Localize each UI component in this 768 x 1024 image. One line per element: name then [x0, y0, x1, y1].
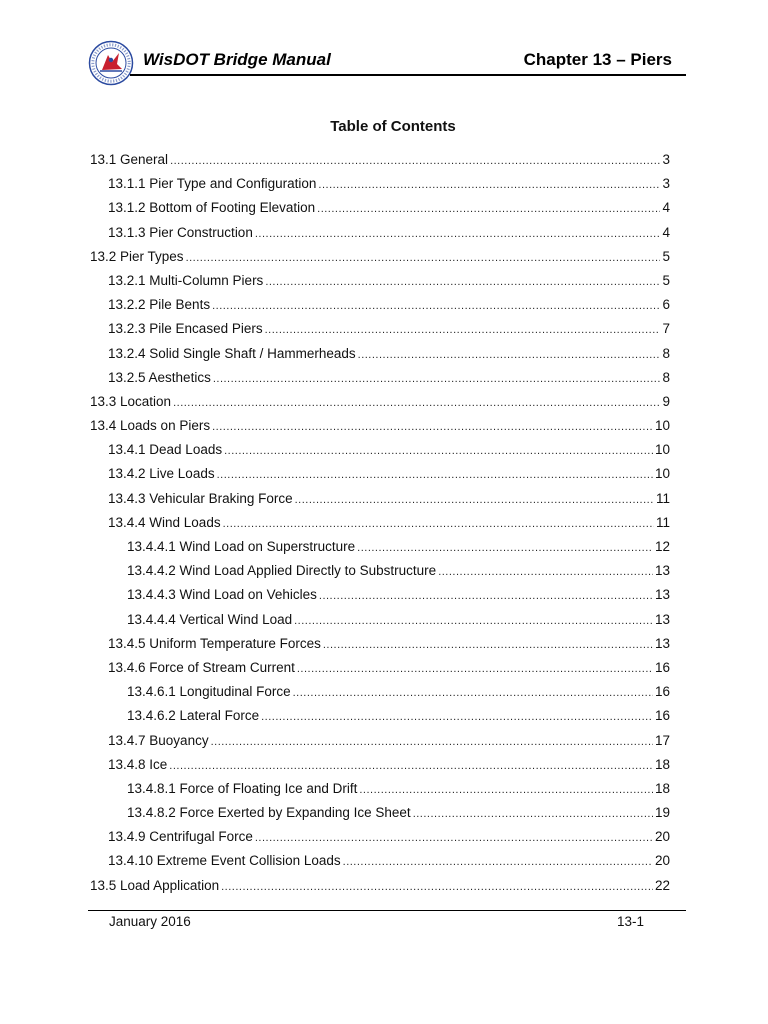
toc-entry-label: 13.4 Loads on Piers: [90, 418, 211, 434]
toc-dot-leader: [255, 826, 653, 850]
toc-dot-leader: [319, 584, 653, 608]
toc-entry-page: 9: [662, 393, 670, 409]
toc-entry[interactable]: [90, 366, 670, 390]
toc-entry-label: 13.4.4.4 Vertical Wind Load: [127, 611, 293, 627]
toc-entry[interactable]: [90, 777, 670, 801]
toc-entry-page: 4: [662, 200, 670, 216]
toc-entry-label: 13.2.5 Aesthetics: [108, 369, 211, 385]
toc-entry-label: 13.4.3 Vehicular Braking Force: [108, 490, 293, 506]
toc-entry[interactable]: [90, 317, 670, 341]
toc-dot-leader: [293, 681, 653, 705]
toc-entry[interactable]: [90, 245, 670, 269]
toc-entry-page: 6: [662, 297, 670, 313]
toc-entry-page: 13: [654, 611, 670, 627]
toc-entry-label: 13.2.2 Pile Bents: [108, 297, 211, 313]
toc-dot-leader: [213, 367, 661, 391]
toc-heading: Table of Contents: [330, 118, 456, 135]
toc-entry-label: 13.2.3 Pile Encased Piers: [108, 321, 263, 337]
toc-entry-page: 5: [662, 248, 670, 264]
toc-dot-leader: [323, 633, 653, 657]
toc-entry-label: 13.1.3 Pier Construction: [108, 224, 253, 240]
toc-entry[interactable]: [90, 583, 670, 607]
toc-dot-leader: [170, 149, 660, 173]
toc-dot-leader: [438, 560, 653, 584]
toc-entry[interactable]: [90, 849, 670, 873]
toc-entry-label: 13.5 Load Application: [90, 877, 220, 893]
toc-entry[interactable]: [90, 293, 670, 317]
footer-divider: [88, 910, 686, 911]
toc-dot-leader: [265, 318, 661, 342]
toc-entry-page: 13: [654, 563, 670, 579]
toc-dot-leader: [221, 875, 653, 899]
toc-entry-page: 7: [662, 321, 670, 337]
toc-entry-page: 3: [662, 176, 670, 192]
toc-dot-leader: [212, 294, 660, 318]
toc-dot-leader: [295, 488, 654, 512]
toc-entry-label: 13.4.10 Extreme Event Collision Loads: [108, 853, 341, 869]
toc-entry-label: 13.4.6.2 Lateral Force: [127, 708, 260, 724]
toc-entry-label: 13.3 Location: [90, 393, 172, 409]
toc-dot-leader: [357, 536, 653, 560]
toc-entry-page: 12: [654, 539, 670, 554]
toc-entry-page: 10: [654, 418, 670, 434]
toc-dot-leader: [212, 415, 653, 439]
toc-entry[interactable]: [90, 390, 670, 414]
toc-entry-page: 8: [662, 369, 670, 385]
toc-entry[interactable]: [90, 704, 670, 728]
wisdot-seal-logo: [88, 40, 134, 86]
toc-dot-leader: [297, 657, 653, 681]
toc-entry[interactable]: [90, 487, 670, 511]
footer-page-number: 13-1: [617, 914, 645, 929]
toc-dot-leader: [343, 850, 653, 874]
toc-entry-page: 18: [654, 780, 670, 796]
toc-dot-leader: [224, 439, 653, 463]
toc-entry-label: 13.4.4.1 Wind Load on Superstructure: [127, 539, 356, 554]
toc-entry[interactable]: [90, 608, 670, 632]
toc-entry-label: 13.4.6.1 Longitudinal Force: [127, 684, 291, 700]
toc-entry[interactable]: [90, 753, 670, 777]
toc-entry[interactable]: [90, 196, 670, 220]
table-of-contents: [90, 148, 670, 898]
toc-entry[interactable]: [90, 632, 670, 656]
toc-dot-leader: [317, 197, 660, 221]
toc-entry-label: 13.1.1 Pier Type and Configuration: [108, 176, 317, 192]
chapter-title: Chapter 13 – Piers: [523, 50, 672, 69]
toc-dot-leader: [211, 730, 653, 754]
toc-dot-leader: [169, 754, 653, 778]
toc-entry[interactable]: [90, 535, 670, 559]
toc-dot-leader: [255, 222, 661, 246]
toc-dot-leader: [173, 391, 660, 415]
toc-entry-page: 8: [662, 345, 670, 361]
toc-entry-page: 5: [662, 272, 670, 288]
toc-entry-label: 13.4.5 Uniform Temperature Forces: [108, 635, 321, 651]
toc-entry-label: 13.2 Pier Types: [90, 248, 184, 264]
toc-entry-page: 16: [654, 708, 670, 724]
header-divider: [130, 74, 686, 76]
toc-entry-page: 17: [654, 732, 670, 748]
toc-entry-label: 13.4.7 Buoyancy: [108, 732, 209, 748]
toc-entry-page: 10: [654, 442, 670, 458]
toc-entry-label: 13.4.4 Wind Loads: [108, 514, 221, 530]
toc-entry-label: 13.4.6 Force of Stream Current: [108, 659, 295, 675]
toc-entry-page: 16: [654, 659, 670, 675]
manual-title: WisDOT Bridge Manual: [143, 50, 331, 69]
footer-date: January 2016: [109, 914, 191, 929]
toc-entry[interactable]: [90, 462, 670, 486]
toc-entry-label: 13.4.8 Ice: [108, 756, 168, 772]
toc-entry-page: 18: [654, 756, 670, 772]
toc-entry[interactable]: [90, 414, 670, 438]
toc-dot-leader: [294, 609, 653, 633]
toc-entry[interactable]: [90, 172, 670, 196]
toc-entry[interactable]: [90, 148, 670, 172]
toc-entry-label: 13.4.4.3 Wind Load on Vehicles: [127, 587, 317, 603]
toc-entry[interactable]: [90, 801, 670, 825]
toc-entry[interactable]: [90, 729, 670, 753]
toc-entry-page: 13: [654, 587, 670, 603]
toc-entry-label: 13.4.2 Live Loads: [108, 466, 215, 482]
toc-entry[interactable]: [90, 874, 670, 898]
toc-entry[interactable]: [90, 680, 670, 704]
toc-entry[interactable]: [90, 342, 670, 366]
toc-entry-label: 13.4.9 Centrifugal Force: [108, 829, 253, 845]
toc-entry-page: 22: [654, 877, 670, 893]
toc-entry-page: 16: [654, 684, 670, 700]
toc-entry[interactable]: [90, 825, 670, 849]
toc-entry[interactable]: [90, 656, 670, 680]
toc-entry-label: 13.4.8.1 Force of Floating Ice and Drift: [127, 780, 358, 796]
toc-entry-page: 11: [655, 490, 670, 506]
toc-entry-label: 13.4.4.2 Wind Load Applied Directly to Substructure: [127, 563, 437, 579]
toc-dot-leader: [359, 778, 653, 802]
toc-entry-label: 13.4.1 Dead Loads: [108, 442, 223, 458]
toc-dot-leader: [358, 343, 661, 367]
toc-entry-page: 19: [654, 805, 670, 821]
toc-entry-label: 13.1 General: [90, 152, 169, 167]
toc-dot-leader: [413, 802, 653, 826]
toc-dot-leader: [223, 512, 654, 536]
toc-entry-page: 11: [655, 514, 670, 530]
toc-entry-page: 3: [662, 152, 670, 167]
toc-entry-page: 10: [654, 466, 670, 482]
toc-entry-label: 13.2.1 Multi-Column Piers: [108, 272, 264, 288]
toc-dot-leader: [261, 705, 653, 729]
toc-entry-label: 13.4.8.2 Force Exerted by Expanding Ice Sheet: [127, 805, 411, 821]
toc-dot-leader: [265, 270, 660, 294]
toc-entry-page: 20: [654, 853, 670, 869]
toc-entry[interactable]: [90, 559, 670, 583]
toc-entry[interactable]: [90, 511, 670, 535]
toc-entry-page: 20: [654, 829, 670, 845]
toc-dot-leader: [318, 173, 660, 197]
toc-entry-page: 13: [654, 635, 670, 651]
toc-dot-leader: [186, 246, 661, 270]
toc-entry[interactable]: [90, 221, 670, 245]
toc-dot-leader: [217, 463, 653, 487]
toc-entry-page: 4: [662, 224, 670, 240]
toc-entry-label: 13.1.2 Bottom of Footing Elevation: [108, 200, 316, 216]
toc-entry[interactable]: [90, 438, 670, 462]
toc-entry-label: 13.2.4 Solid Single Shaft / Hammerheads: [108, 345, 356, 361]
toc-entry[interactable]: [90, 269, 670, 293]
